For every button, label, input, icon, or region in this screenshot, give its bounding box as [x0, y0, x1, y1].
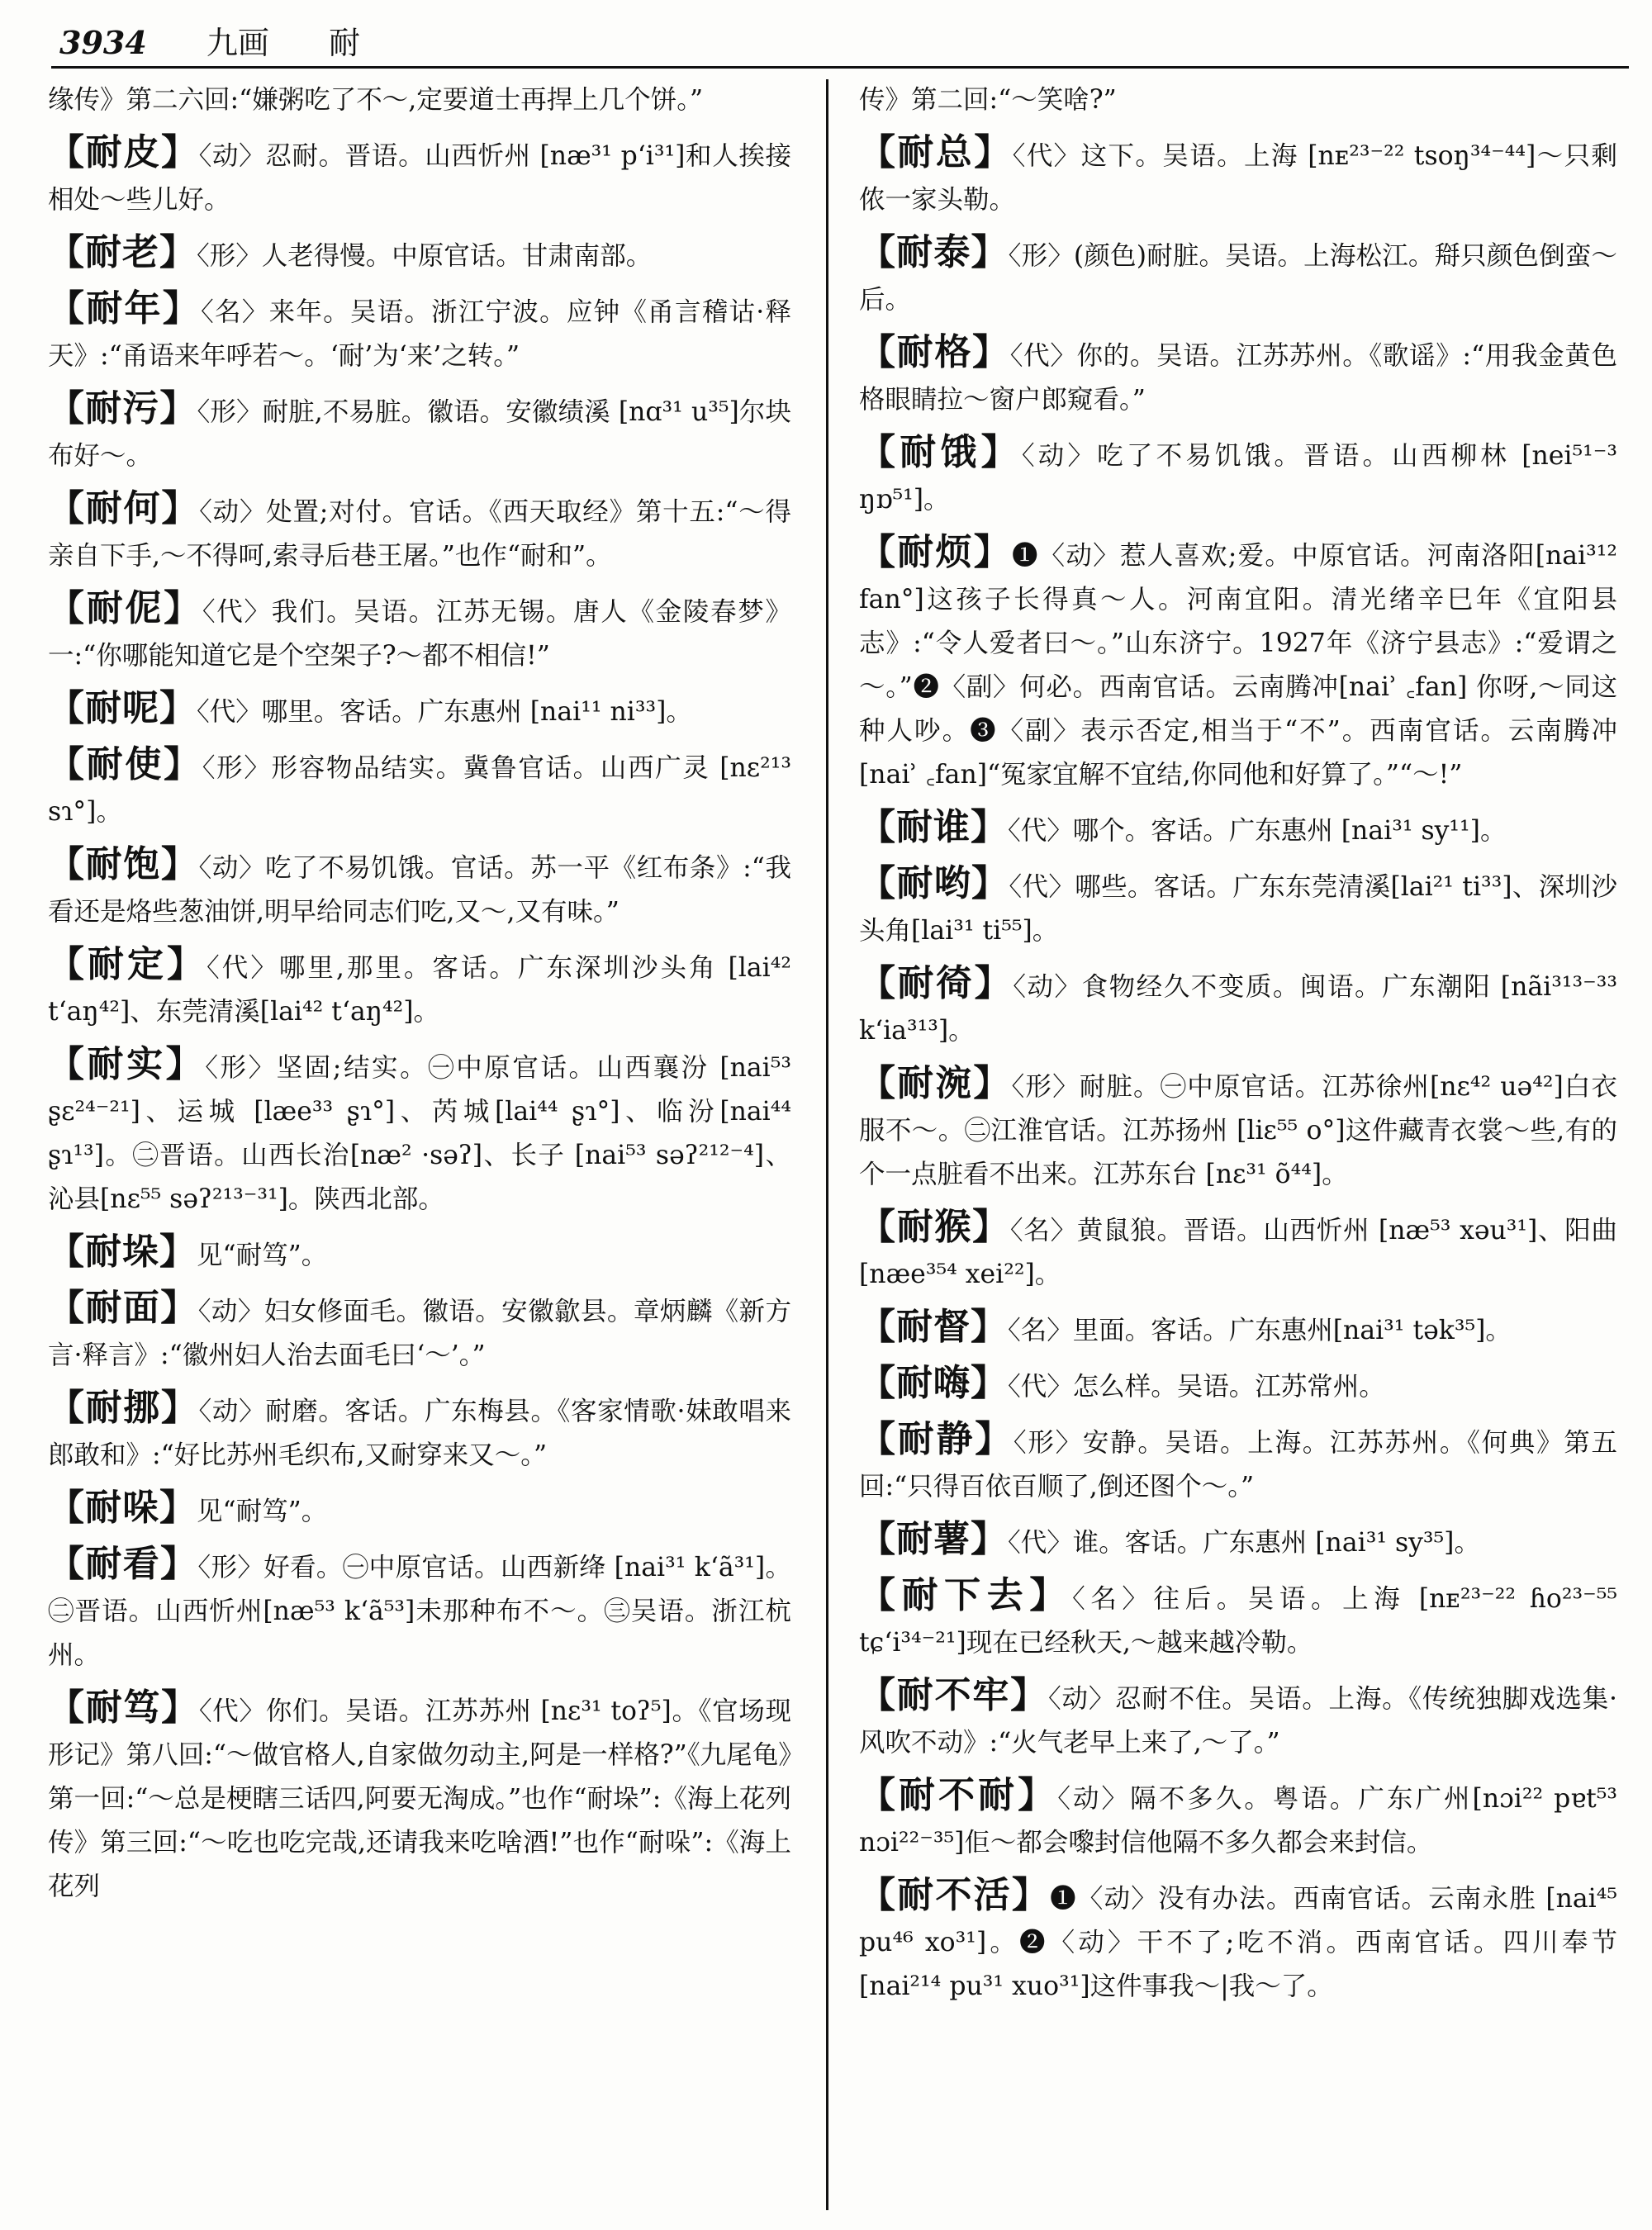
dictionary-entry: [859, 1517, 1617, 1565]
header-rule: [51, 66, 1629, 69]
entry-headword: 【耐徛】: [859, 962, 1014, 1004]
entry-headword: 【耐猴】: [859, 1206, 1010, 1248]
entry-headword: 【耐定】: [48, 943, 207, 985]
entry-headword: 【耐谁】: [859, 806, 1008, 848]
entry-definition: 〈形〉坚固;结实。㊀中原官话。山西襄汾 [nai⁵³ ʂɛ²⁴⁻²¹]、运城 [læe³³ ʂɿ°]、芮城[lai⁴⁴ ʂɿ°]、临汾[nai⁴⁴ ʂɿ¹³]。㊁晋语。山西长治[næ² ·səʔ]、长子 [nai⁵³ səʔ²¹²⁻⁴]、沁县[nɛ⁵⁵ səʔ²¹³⁻³¹]。陕西北部。: [48, 1053, 791, 1214]
entry-definition: 〈代〉哪些。客话。广东东莞清溪[lai²¹ ti³³]、深圳沙头角[lai³¹ ti⁵⁵]。: [859, 872, 1617, 946]
right-column: [859, 78, 1617, 2218]
entry-list: [859, 130, 1617, 2009]
dictionary-entry: [859, 130, 1617, 222]
entry-headword: 【耐哟】: [859, 862, 1009, 904]
dictionary-entry: [859, 861, 1617, 953]
dictionary-entry: [859, 1573, 1617, 1665]
entry-headword: 【耐下去】: [859, 1574, 1072, 1616]
dictionary-entry: [48, 130, 791, 222]
entry-definition: 见“耐笃”。: [197, 1497, 328, 1526]
entry-definition: 〈名〉往后。吴语。上海 [nᴇ²³⁻²² ɦo²³⁻⁵⁵ tɕ‘i³⁴⁻²¹]现在已经秋天,～越来越冷勒。: [859, 1584, 1617, 1658]
entry-definition: 〈代〉这下。吴语。上海 [nᴇ²³⁻²² tsoŋ³⁴⁻⁴⁴]～只剩侬一家头勒。: [859, 141, 1617, 215]
page-header: [59, 23, 410, 63]
column-divider: [826, 79, 828, 2210]
entry-definition: 〈动〉忍耐。晋语。山西忻州 [næ³¹ p‘i³¹]和人挨接相处～些儿好。: [48, 141, 791, 215]
dictionary-entry: [48, 942, 791, 1034]
entry-definition: ❶〈动〉没有办法。西南官话。云南永胜 [nai⁴⁵ pu⁴⁶ xo³¹]。❷〈动〉干不了;吃不消。西南官话。四川奉节[nai²¹⁴ pu³¹ xuo³¹]这件事我～|我～了。: [859, 1884, 1617, 2001]
entry-headword: 【耐不耐】: [859, 1774, 1058, 1816]
entry-definition: 〈代〉你们。吴语。江苏苏州 [nɛ³¹ toʔ⁵]。《官场现形记》第八回:“～做官格人,自家做勿动主,阿是一样格?”《九尾龟》第一回:“～总是梗瞎三话四,阿要无淘成。”也作“耐垛”:《海上花列传》第三回:“～吃也吃完哉,还请我来吃啥酒!”也作“耐哚”:《海上花列: [48, 1696, 791, 1901]
left-column: [48, 78, 791, 2218]
dictionary-entry: [48, 1486, 791, 1534]
page-number: 3934: [59, 24, 147, 61]
entry-headword: 【耐使】: [48, 743, 202, 785]
dictionary-entry: [859, 330, 1617, 422]
dictionary-entry: [859, 1305, 1617, 1353]
entry-headword: 【耐哚】: [48, 1487, 197, 1529]
dictionary-entry: [859, 805, 1617, 853]
dictionary-entry: [859, 230, 1617, 322]
dictionary-entry: [859, 1773, 1617, 1865]
entry-definition: 〈动〉耐磨。客话。广东梅县。《客家情歌·妹敢唱来郎敢和》:“好比苏州毛织布,又耐穿来又～。”: [48, 1397, 791, 1470]
entry-definition: 〈形〉形容物品结实。冀鲁官话。山西广灵 [nɛ²¹³ sɿ°]。: [48, 753, 791, 827]
entry-headword: 【耐挪】: [48, 1387, 199, 1429]
dictionary-entry: [48, 287, 791, 378]
dictionary-entry: [48, 743, 791, 834]
entry-definition: 〈动〉妇女修面毛。徽语。安徽歙县。章炳麟《新方言·释言》:“徽州妇人治去面毛曰‘～’。”: [48, 1297, 791, 1370]
entry-headword: 【耐实】: [48, 1043, 206, 1085]
entry-headword: 【耐皮】: [48, 131, 199, 173]
dictionary-entry: [859, 1205, 1617, 1297]
dictionary-entry: [48, 1542, 791, 1677]
entry-headword: 【耐烦】: [859, 531, 1012, 573]
entry-definition: 〈代〉谁。客话。广东惠州 [nai³¹ sy³⁵]。: [1008, 1528, 1480, 1558]
dictionary-entry: [48, 1686, 791, 1909]
entry-headword: 【耐垛】: [48, 1231, 197, 1273]
dictionary-entry: [859, 1673, 1617, 1765]
entry-definition: 〈代〉哪个。客话。广东惠州 [nai³¹ sy¹¹]。: [1008, 816, 1507, 846]
entry-definition: 〈动〉隔不多久。粤语。广东广州[nɔi²² pɐt⁵³ nɔi²²⁻³⁵]佢～都会嚟封信他隔不多久都会来封信。: [859, 1784, 1617, 1858]
dictionary-entry: [859, 1061, 1617, 1197]
dictionary-entry: [48, 1286, 791, 1378]
entry-definition: 〈名〉来年。吴语。浙江宁波。应钟《甬言稽诂·释天》:“甬语来年呼若～。‘耐’为‘来’之转。”: [48, 297, 791, 371]
entry-headword: 【耐泰】: [859, 231, 1009, 273]
entry-definition: 〈动〉吃了不易饥饿。官话。苏一平《红布条》:“我看还是烙些葱油饼,明早给同志们吃,又～,又有味。”: [48, 853, 791, 927]
entry-definition: 〈代〉你的。吴语。江苏苏州。《歌谣》:“用我金黄色格眼睛拉～窗户郎窥看。”: [859, 341, 1617, 415]
continued-text: 传》第二回:“～笑啥?”: [859, 85, 1117, 115]
entry-headword: 【耐不牢】: [859, 1674, 1048, 1716]
entry-headword: 【耐污】: [48, 387, 197, 429]
entry-headword: 【耐呢】: [48, 687, 197, 729]
entry-definition: 〈形〉耐脏。㊀中原官话。江苏徐州[nɛ⁴² uə⁴²]白衣服不～。㊁江淮官话。江苏扬州 [liɛ⁵⁵ o°]这件藏青衣裳～些,有的个一点脏看不出来。江苏东台 [nɛ³¹ õ⁴⁴]。: [859, 1072, 1617, 1189]
entry-definition: 〈形〉安静。吴语。上海。江苏苏州。《何典》第五回:“只得百依百顺了,倒还图个～。”: [859, 1428, 1617, 1502]
dictionary-entry: [859, 430, 1617, 522]
entry-headword: 【耐薯】: [859, 1518, 1008, 1560]
dictionary-entry: [48, 230, 791, 278]
entry-definition: 〈形〉人老得慢。中原官话。甘肃南部。: [197, 241, 653, 271]
entry-headword: 【耐何】: [48, 487, 200, 529]
dictionary-entry: [859, 1417, 1617, 1509]
entry-headword: 【耐涴】: [859, 1062, 1012, 1104]
dictionary-entry: [859, 961, 1617, 1053]
continued-text: 缘传》第二六回:“嫌粥吃了不～,定要道士再捍上几个饼。”: [48, 85, 704, 115]
entry-headword: 【耐笃】: [48, 1687, 199, 1729]
entry-definition: 〈动〉食物经久不变质。闽语。广东潮阳 [nãi³¹³⁻³³ k‘ia³¹³]。: [859, 972, 1617, 1046]
entry-headword: 【耐不活】: [859, 1874, 1051, 1916]
dictionary-entry: [48, 387, 791, 478]
entry-list: [48, 130, 791, 1909]
entry-definition: 〈动〉处置;对付。官话。《西天取经》第十五:“～得亲自下手,～不得呵,索寻后巷王屠。”也作“耐和”。: [48, 497, 791, 571]
entry-definition: 〈动〉吃了不易饥饿。晋语。山西柳林 [nei⁵¹⁻³ ŋɒ⁵¹]。: [859, 441, 1617, 515]
dictionary-entry: [48, 1042, 791, 1222]
entry-headword: 【耐格】: [859, 331, 1010, 373]
entry-headword: 【耐老】: [48, 231, 197, 273]
section-label: 九画: [206, 25, 269, 61]
entry-definition: 〈形〉(颜色)耐脏。吴语。上海松江。搿只颜色倒蛮～后。: [859, 241, 1617, 315]
dictionary-entry: [48, 842, 791, 934]
entry-headword: 【耐面】: [48, 1287, 198, 1329]
entry-definition: 〈代〉哪里。客话。广东惠州 [nai¹¹ ni³³]。: [197, 697, 692, 727]
entry-definition: 〈代〉我们。吴语。江苏无锡。唐人《金陵春梦》一:“你哪能知道它是个空架子?～都不相信!”: [48, 597, 791, 671]
entry-headword: 【耐饱】: [48, 843, 199, 885]
entry-headword: 【耐饿】: [859, 431, 1022, 473]
entry-definition: 〈形〉耐脏,不易脏。徽语。安徽绩溪 [nɑ³¹ u³⁵]尔块布好～。: [48, 397, 791, 471]
entry-headword: 【耐伲】: [48, 587, 202, 629]
radical-label: 耐: [328, 25, 360, 61]
entry-definition: 〈代〉怎么样。吴语。江苏常州。: [1008, 1372, 1385, 1402]
entry-headword: 【耐督】: [859, 1306, 1008, 1348]
entry-definition: 〈动〉忍耐不住。吴语。上海。《传统独脚戏选集·风吹不动》:“火气老早上来了,～了。”: [859, 1684, 1617, 1758]
dictionary-entry: [859, 1361, 1617, 1409]
dictionary-entry: [48, 486, 791, 578]
entry-headword: 【耐静】: [859, 1418, 1014, 1460]
entry-headword: 【耐年】: [48, 287, 202, 330]
dictionary-entry: [48, 1386, 791, 1478]
entry-definition: 〈名〉里面。客话。广东惠州[nai³¹ tək³⁵]。: [1008, 1316, 1512, 1345]
entry-headword: 【耐嗨】: [859, 1362, 1008, 1404]
entry-definition: 〈形〉好看。㊀中原官话。山西新绛 [nai³¹ k‘ã³¹]。㊁晋语。山西忻州[næ⁵³ k‘ã⁵³]未那种布不～。㊂吴语。浙江杭州。: [48, 1553, 791, 1670]
entry-headword: 【耐看】: [48, 1543, 198, 1585]
dictionary-entry: [859, 530, 1617, 797]
entry-definition: 〈名〉黄鼠狼。晋语。山西忻州 [næ⁵³ xəu³¹]、阳曲[næe³⁵⁴ xei²²]。: [859, 1216, 1617, 1289]
dictionary-entry: [48, 1230, 791, 1278]
dictionary-entry: [859, 1873, 1617, 2009]
entry-headword: 【耐总】: [859, 131, 1013, 173]
entry-definition: 〈代〉哪里,那里。客话。广东深圳沙头角 [lai⁴² t‘aŋ⁴²]、东莞清溪[lai⁴² t‘aŋ⁴²]。: [48, 953, 791, 1027]
entry-definition: ❶〈动〉惹人喜欢;爱。中原官话。河南洛阳[nai³¹² fan°]这孩子长得真～人。河南宜阳。清光绪辛巳年《宜阳县志》:“令人爱者曰～。”山东济宁。1927年《济宁县志》:“爱谓之～。”❷〈副〉何必。西南官话。云南腾冲[naiʾ ꜀fan] 你呀,～同这种人吵。❸〈副〉表示否定,相当于“不”。西南官话。云南腾冲 [naiʾ ꜀fan]“冤家宜解不宜结,你同他和好算了。”“～!”: [859, 541, 1617, 790]
dictionary-entry: [48, 586, 791, 678]
dictionary-entry: [48, 686, 791, 734]
entry-definition: 见“耐笃”。: [197, 1241, 328, 1270]
